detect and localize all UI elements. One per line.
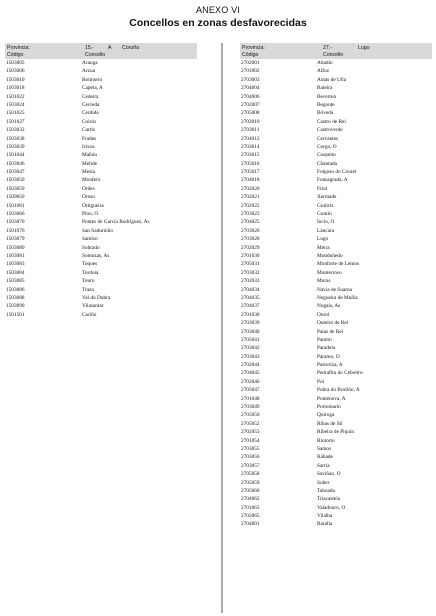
codigo-cell: 2705059 — [241, 479, 260, 486]
table-row — [240, 378, 432, 386]
concello-cell: Cerdido — [82, 110, 100, 117]
concello-cell: Mondoñedo — [317, 252, 343, 259]
concello-cell: Saviñao, O — [317, 471, 341, 478]
concello-cell: Fonsagrada, A — [317, 177, 348, 184]
table-row — [240, 210, 432, 218]
concello-cell: Trazo — [82, 286, 95, 293]
table-row — [240, 151, 432, 159]
codigo-cell: 1503086 — [6, 286, 25, 293]
codigo-cell: 2703055 — [241, 445, 260, 452]
codigo-cell: 2701002 — [241, 68, 260, 75]
codigo-cell: 2705050 — [241, 412, 260, 419]
codigo-cell: 2703042 — [241, 345, 260, 352]
table-row — [240, 244, 432, 252]
codigo-cell: 2703028 — [241, 236, 260, 243]
table-row — [240, 176, 432, 184]
concello-cell: Curtis — [82, 127, 95, 134]
concello-cell: Riotorto — [317, 437, 335, 444]
codigo-cell: 2705041 — [241, 336, 260, 343]
concello-cell: Negueira de Muñiz — [317, 294, 358, 301]
concello-cell: Mañón — [82, 152, 98, 159]
codigo-cell: 2704025 — [241, 219, 260, 226]
codigo-cell: 1503083 — [6, 261, 25, 268]
concello-cell: Sober — [317, 479, 330, 486]
concello-cell: Boimorto — [82, 76, 103, 83]
table-row — [5, 126, 197, 134]
concello-cell: Pantón — [317, 336, 332, 343]
codigo-cell: 1501076 — [6, 227, 25, 234]
table-row — [240, 227, 432, 235]
concello-cell: Coirós — [82, 118, 97, 125]
concello-header: Concello — [85, 52, 106, 58]
concello-cell: Pedrafita do Cebreiro — [317, 370, 363, 377]
concello-cell: Navia de Suarna — [317, 286, 353, 293]
codigo-cell: 2702010 — [241, 118, 260, 125]
codigo-cell: 2703023 — [241, 211, 260, 218]
concello-cell: Samos — [317, 445, 332, 452]
codigo-cell: 2703057 — [241, 462, 260, 469]
table-row — [5, 311, 197, 319]
codigo-cell: 1503018 — [6, 85, 25, 92]
codigo-cell: 2702015 — [241, 152, 260, 159]
codigo-cell: 2704001 — [241, 521, 260, 528]
table-body — [240, 59, 432, 529]
codigo-cell: 1503047 — [6, 169, 25, 176]
concello-cell: Ortigueira — [82, 202, 104, 209]
codigo-cell: 1509050 — [6, 194, 25, 201]
table-row — [5, 235, 197, 243]
concello-cell: Cariño — [82, 311, 97, 318]
table-row — [240, 218, 432, 226]
table-row — [240, 260, 432, 268]
table-row — [240, 76, 432, 84]
concello-cell: Cedeira — [82, 93, 99, 100]
codigo-cell: 1503085 — [6, 278, 25, 285]
table-row — [5, 286, 197, 294]
table-row — [5, 185, 197, 193]
concello-cell: Cerceda — [82, 101, 100, 108]
codigo-cell: 2705052 — [241, 420, 260, 427]
table-row — [240, 101, 432, 109]
codigo-cell: 2702021 — [241, 194, 260, 201]
codigo-cell: 2703049 — [241, 404, 260, 411]
table-row — [240, 344, 432, 352]
concello-cell: Cospeito — [317, 152, 336, 159]
codigo-cell: 1501027 — [6, 118, 25, 125]
table-row — [240, 462, 432, 470]
codigo-cell: 2701038 — [241, 311, 260, 318]
concello-cell: Triacastela — [317, 496, 341, 503]
codigo-cell: 2703043 — [241, 353, 260, 360]
table-row — [5, 109, 197, 117]
codigo-cell: 2704018 — [241, 177, 260, 184]
table-row — [5, 59, 197, 67]
codigo-cell: 1503090 — [6, 303, 25, 310]
concello-cell: Baleira — [317, 85, 333, 92]
codigo-cell: 2702046 — [241, 378, 260, 385]
codigo-cell: 2705047 — [241, 387, 260, 394]
concello-cell: Nogais, As — [317, 303, 341, 310]
table-row — [5, 244, 197, 252]
annex-label: ANEXO VI — [195, 5, 241, 15]
codigo-cell: 2702044 — [241, 362, 260, 369]
table-row — [240, 294, 432, 302]
concello-cell: Castro de Rei — [317, 118, 346, 125]
table-row — [5, 67, 197, 75]
codigo-cell: 1503039 — [6, 143, 25, 150]
province-name: Lugo — [358, 45, 370, 51]
concello-cell: Sobrado — [82, 244, 100, 251]
table-row — [240, 328, 432, 336]
concello-cell: Rábade — [317, 454, 333, 461]
table-row — [5, 218, 197, 226]
table-row — [240, 143, 432, 151]
codigo-cell: 2701054 — [241, 437, 260, 444]
table-row — [5, 135, 197, 143]
page-title: Concellos en zonas desfavorecidas — [129, 17, 307, 29]
codigo-cell: 1503059 — [6, 185, 25, 192]
table-row — [5, 294, 197, 302]
codigo-cell: 1503070 — [6, 219, 25, 226]
table-row — [240, 109, 432, 117]
concello-cell: Frades — [82, 135, 97, 142]
concello-cell: Abadín — [317, 60, 333, 66]
codigo-cell: 2705060 — [241, 487, 260, 494]
table-row — [5, 277, 197, 285]
table-row — [240, 126, 432, 134]
table-row — [240, 403, 432, 411]
concello-cell: Baralla — [317, 521, 333, 528]
table-row — [240, 470, 432, 478]
concello-cell: Guitiriz — [317, 202, 334, 209]
table-row — [240, 93, 432, 101]
table-row — [240, 168, 432, 176]
codigo-cell: 2703032 — [241, 269, 260, 276]
table-row — [5, 252, 197, 260]
codigo-cell: 1503079 — [6, 236, 25, 243]
codigo-cell: 2702020 — [241, 185, 260, 192]
codigo-cell: 2702029 — [241, 244, 260, 251]
codigo-header: Código — [242, 52, 259, 58]
codigo-cell: 2701048 — [241, 395, 260, 402]
table-row — [240, 269, 432, 277]
codigo-cell: 2702022 — [241, 202, 260, 209]
table-row — [240, 59, 432, 67]
codigo-cell: 2702065 — [241, 513, 260, 520]
table-row — [5, 143, 197, 151]
codigo-cell: 2705058 — [241, 471, 260, 478]
table-row — [240, 420, 432, 428]
codigo-cell: 2702053 — [241, 429, 260, 436]
concello-cell: Muras — [317, 278, 331, 285]
table-row — [5, 160, 197, 168]
table-row — [240, 302, 432, 310]
table-body — [5, 59, 197, 319]
table-row — [240, 386, 432, 394]
concello-cell: Melide — [82, 160, 98, 167]
table-row — [240, 160, 432, 168]
table-header — [5, 43, 197, 59]
table-row — [5, 210, 197, 218]
concello-cell: Toques — [82, 261, 98, 268]
table-row — [240, 453, 432, 461]
table-row — [5, 302, 197, 310]
table-row — [240, 202, 432, 210]
concello-cell: Monterroso — [317, 269, 342, 276]
codigo-cell: 1503081 — [6, 252, 25, 259]
table-row — [5, 227, 197, 235]
table-row — [240, 353, 432, 361]
codigo-cell: 2704037 — [241, 303, 260, 310]
concello-cell: Monforte de Lemos — [317, 261, 360, 268]
codigo-cell: 1503010 — [6, 76, 25, 83]
concello-cell: Guntín — [317, 211, 332, 218]
concello-cell: Incio, O — [317, 219, 335, 226]
codigo-cell: 2703056 — [241, 454, 260, 461]
concello-header: Concello — [323, 52, 344, 58]
table-row — [240, 185, 432, 193]
codigo-cell: 1503024 — [6, 101, 25, 108]
table-row — [240, 495, 432, 503]
concello-cell: San Sadurniño — [82, 227, 114, 234]
table-row — [240, 512, 432, 520]
concello-cell: Portomarín — [317, 404, 341, 411]
table-row — [240, 445, 432, 453]
codigo-cell: 1503084 — [6, 269, 25, 276]
codigo-cell: 1501025 — [6, 110, 25, 117]
province-letter: A — [108, 45, 112, 51]
concello-cell: Vilalba — [317, 513, 333, 520]
codigo-cell: 2704035 — [241, 294, 260, 301]
codigo-cell: 2703003 — [241, 76, 260, 83]
concello-cell: Becerreá — [317, 93, 336, 100]
concello-cell: Val do Dubra — [82, 294, 111, 301]
concello-cell: Valadouro, O — [317, 504, 346, 511]
codigo-cell: 1501022 — [6, 93, 25, 100]
concello-cell: Touro — [82, 278, 95, 285]
codigo-cell: 2704045 — [241, 370, 260, 377]
codigo-cell: 1503088 — [6, 294, 25, 301]
codigo-cell: 1503038 — [6, 135, 25, 142]
table-row — [240, 487, 432, 495]
codigo-cell: 2702001 — [241, 60, 260, 66]
codigo-cell: 2703011 — [241, 127, 260, 134]
concello-cell: Ribas de Sil — [317, 420, 343, 427]
concello-cell: Tordoia — [82, 269, 99, 276]
concello-cell: Corgo, O — [317, 143, 337, 150]
concello-cell: Pol — [317, 378, 325, 385]
provincia-label: Provincia: — [7, 45, 30, 51]
table-row — [5, 260, 197, 268]
concello-cell: Mesía — [82, 169, 95, 176]
concello-cell: Pontes de García Rodríguez, As — [82, 219, 150, 226]
codigo-cell: 2703039 — [241, 320, 260, 327]
table-row — [5, 176, 197, 184]
codigo-cell: 2705017 — [241, 169, 260, 176]
concello-cell: Begonte — [317, 101, 335, 108]
province-name: Coruña — [122, 45, 140, 51]
table-row — [5, 168, 197, 176]
table-row — [240, 395, 432, 403]
concello-cell: Xermade — [317, 194, 337, 201]
concello-cell: Pino, O — [82, 211, 99, 218]
table-row — [240, 118, 432, 126]
codigo-cell: 2703026 — [241, 227, 260, 234]
codigo-cell: 2705031 — [241, 261, 260, 268]
codigo-cell: 2704012 — [241, 135, 260, 142]
concello-cell: Outeiro de Rei — [317, 320, 349, 327]
codigo-cell: 2701030 — [241, 252, 260, 259]
table-row — [5, 101, 197, 109]
table-row — [240, 319, 432, 327]
concello-cell: Friol — [317, 185, 328, 192]
table-coruna — [5, 43, 197, 319]
table-row — [5, 151, 197, 159]
codigo-cell: 1501501 — [6, 311, 25, 318]
concello-cell: Folgoso do Courel — [317, 169, 357, 176]
table-row — [240, 437, 432, 445]
concello-cell: Somozas, As — [82, 252, 110, 259]
table-row — [5, 202, 197, 210]
concello-cell: Oroso — [82, 194, 95, 201]
concello-cell: Pastoriza, A — [317, 362, 343, 369]
concello-cell: Pontenova, A — [317, 395, 346, 402]
codigo-cell: 2705008 — [241, 110, 260, 117]
codigo-cell: 2705016 — [241, 160, 260, 167]
concello-cell: Bóveda — [317, 110, 334, 117]
concello-cell: Cervantes — [317, 135, 339, 142]
codigo-cell: 2701063 — [241, 504, 260, 511]
concello-cell: Sarria — [317, 462, 330, 469]
concello-cell: Arzua — [82, 68, 95, 75]
codigo-cell: 2702007 — [241, 101, 260, 108]
codigo-cell: 2704004 — [241, 85, 260, 92]
concello-cell: Irixoa — [82, 143, 95, 150]
table-row — [240, 286, 432, 294]
codigo-cell: 1503006 — [6, 68, 25, 75]
provincia-label: Provincia: — [242, 45, 265, 51]
concello-cell: Láncara — [317, 227, 335, 234]
table-row — [240, 193, 432, 201]
column-divider — [221, 43, 223, 613]
concello-cell: Ribeira de Piquín — [317, 429, 355, 436]
concello-cell: Pobra do Brollón, A — [317, 387, 360, 394]
codigo-cell: 2702033 — [241, 278, 260, 285]
codigo-header: Código — [7, 52, 24, 58]
table-row — [240, 411, 432, 419]
codigo-cell: 1501081 — [6, 202, 25, 209]
codigo-cell: 1503080 — [6, 244, 25, 251]
concello-cell: Taboada — [317, 487, 335, 494]
codigo-cell: 2704034 — [241, 286, 260, 293]
table-row — [240, 361, 432, 369]
concello-cell: Castroverde — [317, 127, 343, 134]
codigo-cell: 1503005 — [6, 60, 25, 66]
codigo-cell: 1503046 — [6, 160, 25, 167]
table-row — [240, 369, 432, 377]
concello-cell: Quiroga — [317, 412, 335, 419]
table-row — [240, 520, 432, 528]
table-row — [240, 504, 432, 512]
codigo-cell: 1503032 — [6, 127, 25, 134]
concello-cell: Paradela — [317, 345, 336, 352]
table-header — [240, 43, 432, 59]
table-row — [5, 118, 197, 126]
codigo-cell: 2704006 — [241, 93, 260, 100]
table-lugo — [240, 43, 432, 529]
concello-cell: Chantada — [317, 160, 338, 167]
table-row — [5, 193, 197, 201]
concello-cell: Aranga — [82, 60, 98, 66]
concello-cell: Meira — [317, 244, 330, 251]
table-row — [5, 93, 197, 101]
codigo-cell: 2703014 — [241, 143, 260, 150]
concello-cell: Monfero — [82, 177, 101, 184]
concello-cell: Páramo, O — [317, 353, 340, 360]
codigo-cell: 1503066 — [6, 211, 25, 218]
concello-cell: Vilasantar — [82, 303, 104, 310]
table-row — [5, 76, 197, 84]
table-row — [5, 84, 197, 92]
table-row — [5, 269, 197, 277]
table-row — [240, 479, 432, 487]
table-row — [240, 336, 432, 344]
table-row — [240, 67, 432, 75]
table-row — [240, 252, 432, 260]
concello-cell: Alfoz — [317, 68, 330, 75]
province-code: 15.- — [85, 45, 94, 51]
codigo-cell: 1501044 — [6, 152, 25, 159]
concello-cell: Capela, A — [82, 85, 103, 92]
codigo-cell: 2704062 — [241, 496, 260, 503]
codigo-cell: 2703040 — [241, 328, 260, 335]
table-row — [240, 135, 432, 143]
table-row — [240, 235, 432, 243]
concello-cell: Antas de Ulla — [317, 76, 347, 83]
table-row — [240, 428, 432, 436]
concello-cell: Santiso — [82, 236, 98, 243]
concello-cell: Ordes — [82, 185, 95, 192]
table-row — [240, 311, 432, 319]
concello-cell: Palas de Rei — [317, 328, 344, 335]
concello-cell: Ourol — [317, 311, 330, 318]
concello-cell: Lugo — [317, 236, 329, 243]
province-code: 27.- — [323, 45, 332, 51]
table-row — [240, 277, 432, 285]
table-row — [240, 84, 432, 92]
codigo-cell: 1503050 — [6, 177, 25, 184]
